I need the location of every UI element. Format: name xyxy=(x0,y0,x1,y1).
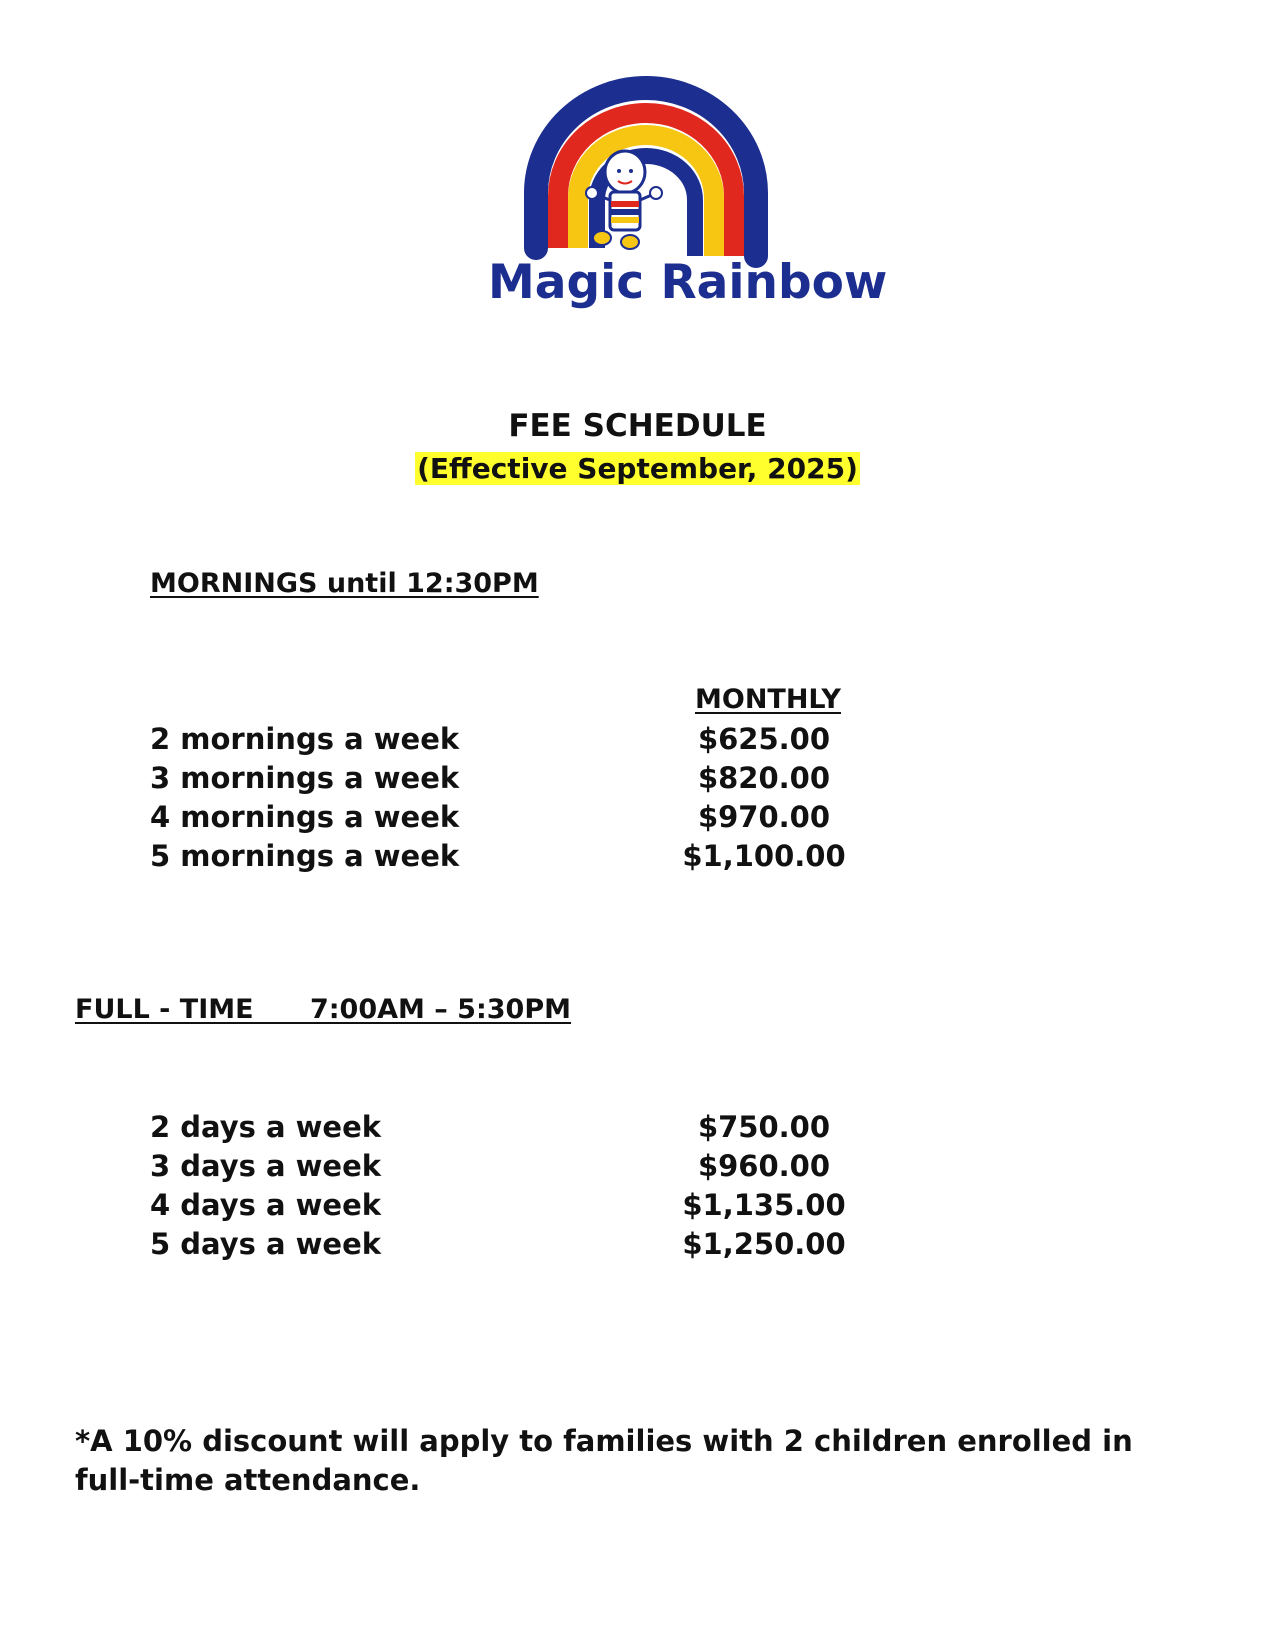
fee-row xyxy=(150,1227,860,1266)
fee-row xyxy=(150,761,860,800)
fee-row xyxy=(150,1110,860,1149)
fee-label: 3 mornings a week xyxy=(150,761,460,795)
fee-price: $750.00 xyxy=(697,1110,831,1144)
fee-row xyxy=(150,1149,860,1188)
fee-row xyxy=(150,1188,860,1227)
fee-label: 4 mornings a week xyxy=(150,800,460,834)
fee-row xyxy=(150,800,860,839)
fee-price: $970.00 xyxy=(697,800,831,834)
fee-label: 2 days a week xyxy=(150,1110,382,1144)
discount-footnote: *A 10% discount will apply to families with 2 children enrolled in full-time attendance. xyxy=(75,1424,1133,1497)
fee-price: $1,250.00 xyxy=(682,1227,846,1261)
page-title: FEE SCHEDULE xyxy=(508,408,767,444)
monthly-column-header: MONTHLY xyxy=(695,684,841,715)
effective-date-highlight: (Effective September, 2025) xyxy=(417,452,858,485)
fee-price: $1,135.00 xyxy=(682,1188,846,1222)
mornings-fee-table xyxy=(150,722,860,878)
fee-price: $1,100.00 xyxy=(682,839,846,873)
fee-price: $820.00 xyxy=(697,761,831,795)
fee-price: $625.00 xyxy=(697,722,831,756)
fee-row xyxy=(150,722,860,761)
fee-row xyxy=(150,839,860,878)
effective-date xyxy=(0,452,1275,485)
fulltime-heading: FULL - TIME 7:00AM – 5:30PM xyxy=(75,994,571,1025)
fee-price: $960.00 xyxy=(697,1149,831,1183)
fee-label: 2 mornings a week xyxy=(150,722,460,756)
fee-label: 3 days a week xyxy=(150,1149,382,1183)
logo-text: Magic Rainbow xyxy=(488,255,888,310)
magic-rainbow-logo xyxy=(488,78,888,350)
mornings-heading: MORNINGS until 12:30PM xyxy=(150,568,539,599)
fee-label: 4 days a week xyxy=(150,1188,382,1222)
fee-label: 5 mornings a week xyxy=(150,839,460,873)
fee-label: 5 days a week xyxy=(150,1227,382,1261)
fulltime-fee-table xyxy=(150,1110,860,1266)
